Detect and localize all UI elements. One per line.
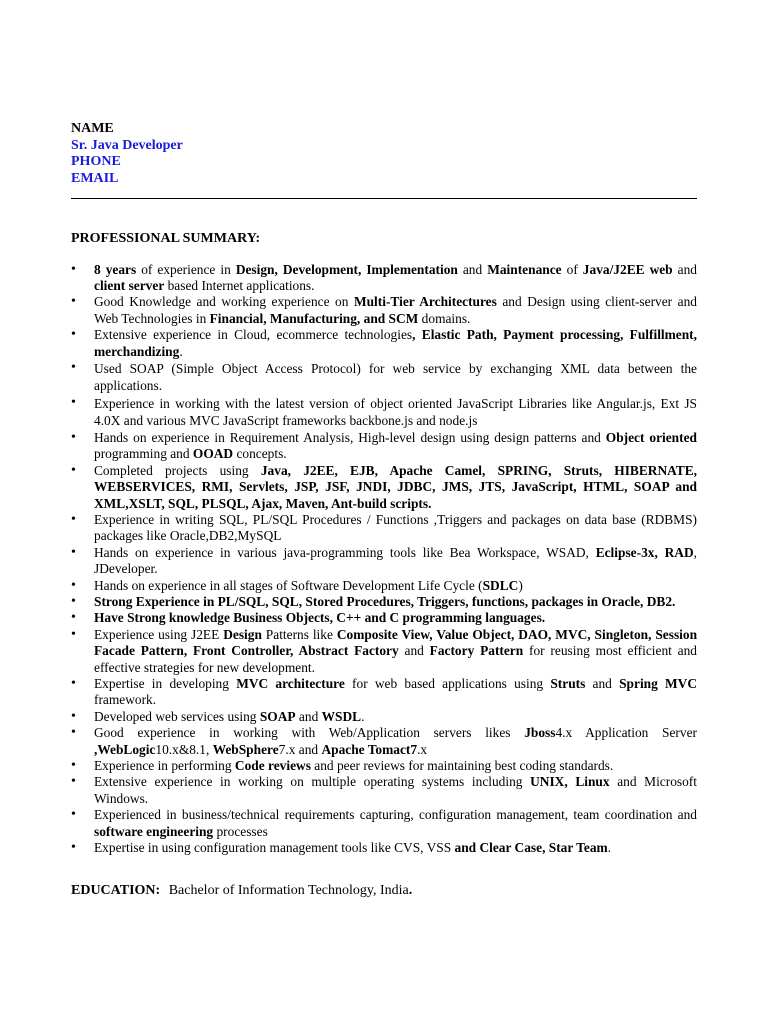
summary-heading: PROFESSIONAL SUMMARY: — [71, 231, 261, 246]
bullet-icon: • — [71, 758, 76, 774]
plain-text: Hands on experience in all stages of Software Development Life Cycle ( — [94, 577, 483, 593]
summary-item-text — [94, 594, 675, 609]
summary-item-text — [94, 840, 611, 855]
summary-list — [71, 262, 697, 857]
plain-text: . — [607, 840, 612, 856]
plain-text: ) — [518, 577, 523, 593]
bold-text: Design — [223, 626, 262, 642]
summary-item-text — [94, 512, 697, 543]
plain-text: Expertise in developing — [94, 676, 237, 692]
bullet-icon: • — [71, 626, 76, 642]
bold-text: WebSphere — [212, 741, 279, 757]
bold-text: 8 years — [94, 261, 137, 277]
bold-text: Strong Experience in PL/SQL, SQL, Stored Procedures, Triggers, functions, packages in Oracle, DB2. — [94, 594, 676, 609]
plain-text: of experience in — [136, 261, 236, 277]
bullet-icon: • — [71, 610, 76, 626]
plain-text: Used SOAP (Simple Object Access Protocol) for web service by exchanging XML data between the applications. — [94, 360, 697, 394]
bold-text: Factory Pattern — [429, 643, 524, 659]
plain-text: Patterns like — [261, 626, 337, 642]
plain-text: Experience in performing — [94, 758, 235, 774]
plain-text: framework. — [94, 692, 157, 708]
plain-text: Experienced in business/technical requirements capturing, configuration management, team coordination and — [94, 807, 697, 823]
plain-text: Experience in working with the latest version of object oriented JavaScript Libraries like Angular.js, Ext JS 4.0X and various MVC JavaScript frameworks backbone.js and node.js — [94, 395, 697, 429]
summary-item-text — [94, 545, 697, 576]
summary-item-text — [94, 396, 697, 429]
education-label: EDUCATION: — [71, 882, 161, 898]
candidate-name: NAME — [71, 121, 114, 136]
summary-item-text — [94, 361, 697, 394]
plain-text: domains. — [418, 310, 471, 326]
bold-text: Code reviews — [234, 758, 311, 774]
bold-text: Spring MVC — [619, 676, 698, 692]
bullet-icon: • — [71, 544, 76, 560]
plain-text: for web based applications using — [344, 676, 551, 692]
email-field: EMAIL — [71, 170, 119, 186]
plain-text: Hands on experience in Requirement Analysis, High-level design using design patterns and — [94, 429, 606, 445]
plain-text: and — [585, 676, 620, 692]
bold-text: , Elastic Path, Payment processing, Fulfillment, merchandizing — [94, 327, 697, 359]
summary-item — [71, 512, 697, 545]
summary-item-text — [94, 758, 613, 773]
bold-text: ,WebLogic — [94, 741, 156, 757]
bullet-icon: • — [71, 462, 76, 478]
bullet-icon: • — [71, 840, 76, 856]
header-divider — [71, 198, 697, 199]
bold-text: Financial, Manufacturing, and SCM — [209, 310, 419, 326]
summary-item — [71, 395, 697, 430]
bold-text: UNIX, Linux — [530, 774, 610, 790]
bold-text: Java, J2EE, EJB, Apache Camel, SPRING, Struts, HIBERNATE, WEBSERVICES, RMI, Servlets, JSP, JSF, JNDI, JDBC, JMS, JTS, JavaScript, HTML, SOAP and XML,XSLT, SQL, PLSQL, Ajax, Maven, Ant-build scripts. — [94, 462, 697, 511]
plain-text: and Microsoft Windows. — [94, 774, 697, 806]
plain-text: and Design using client-server and Web Technologies in — [94, 294, 697, 326]
plain-text: Expertise in using configuration management tools like CVS, VSS — [94, 840, 455, 856]
plain-text: based Internet applications. — [164, 277, 315, 293]
summary-item-text — [94, 294, 697, 325]
summary-item-text — [94, 430, 697, 461]
bullet-icon: • — [71, 294, 76, 310]
plain-text: and peer reviews for maintaining best coding standards. — [310, 758, 614, 774]
summary-item — [71, 430, 697, 463]
bullet-icon: • — [71, 511, 76, 527]
job-title: Sr. Java Developer — [71, 137, 183, 153]
bullet-icon: • — [71, 261, 76, 277]
summary-item — [71, 360, 697, 395]
bullet-icon: • — [71, 774, 76, 790]
summary-item-text — [94, 709, 364, 724]
contact-header — [71, 121, 697, 187]
bullet-icon: • — [71, 429, 76, 445]
bold-text: Design, Development, Implementation — [235, 261, 458, 277]
summary-item — [71, 725, 697, 758]
summary-item-text — [94, 610, 545, 625]
plain-text: programming and — [94, 446, 193, 462]
bold-text: MVC architecture — [236, 676, 345, 692]
plain-text: of — [561, 261, 583, 277]
plain-text: 10.x&8.1, — [155, 741, 213, 757]
phone-field: PHONE — [71, 154, 121, 169]
summary-item — [71, 262, 697, 295]
bold-text: and Clear Case, Star Team — [454, 840, 608, 856]
bold-text: Composite View, Value Object, DAO, MVC, Singleton, Session Facade Pattern, Front Controller, Abstract Factory — [94, 626, 698, 659]
plain-text: concepts. — [233, 446, 287, 462]
plain-text: for reusing most efficient and effective strategies for new development. — [94, 643, 697, 675]
plain-text: 4.x Application Server — [555, 725, 697, 741]
plain-text: processes — [213, 823, 268, 839]
summary-item — [71, 774, 697, 807]
summary-item — [71, 840, 697, 856]
bold-text: SDLC — [482, 577, 519, 593]
plain-text: Experience in writing SQL, PL/SQL Procedures / Functions ,Triggers and packages on data base (RDBMS) packages like Oracle,DB2,MySQL — [94, 511, 697, 544]
summary-item — [71, 758, 697, 774]
bullet-icon: • — [71, 394, 76, 410]
summary-item-text — [94, 725, 697, 756]
bold-text: Jboss — [524, 725, 556, 741]
bold-text: Struts — [550, 676, 586, 692]
bold-text: Eclipse-3x, RAD — [595, 544, 694, 560]
bold-text: Have Strong knowledge Business Objects, C++ and C programming languages. — [94, 610, 546, 626]
summary-item — [71, 676, 697, 709]
plain-text: and — [457, 261, 488, 277]
summary-item — [71, 327, 697, 360]
bullet-icon: • — [71, 577, 76, 593]
plain-text: and — [672, 261, 697, 277]
plain-text: Extensive experience in working on multiple operating systems including — [94, 774, 531, 790]
summary-item-text — [94, 463, 697, 511]
resume-page — [71, 121, 697, 899]
plain-text: Experience using J2EE — [94, 626, 224, 642]
bullet-icon: • — [71, 594, 76, 609]
plain-text: Good experience in working with Web/Application servers likes — [94, 725, 525, 741]
summary-item — [71, 545, 697, 578]
bold-text: Object oriented — [605, 429, 697, 445]
bullet-icon: • — [71, 327, 76, 343]
plain-text: Good Knowledge and working experience on — [94, 294, 354, 310]
education-text: Bachelor of Information Technology, India — [168, 882, 409, 898]
bullet-icon: • — [71, 725, 76, 741]
summary-item-text — [94, 327, 697, 358]
summary-item-text — [94, 807, 697, 838]
plain-text: 7.x and — [278, 741, 322, 757]
plain-text: . — [179, 343, 183, 359]
bullet-icon: • — [71, 708, 76, 724]
bullet-icon: • — [71, 807, 76, 823]
plain-text: , JDeveloper. — [94, 544, 697, 577]
summary-item — [71, 610, 697, 626]
summary-item — [71, 578, 697, 594]
bold-text: Java/J2EE web — [582, 261, 673, 277]
bold-text: Maintenance — [487, 261, 562, 277]
plain-text: . — [361, 708, 365, 724]
bold-text: SOAP — [259, 708, 296, 724]
summary-item — [71, 594, 697, 610]
summary-item — [71, 463, 697, 512]
plain-text: and — [295, 708, 322, 724]
bold-text: OOAD — [192, 446, 234, 462]
summary-item — [71, 709, 697, 725]
plain-text: Extensive experience in Cloud, ecommerce technologies — [94, 327, 413, 343]
plain-text: Hands on experience in various java-programming tools like Bea Workspace, WSAD, — [94, 544, 596, 560]
bold-text: software engineering — [94, 823, 214, 839]
summary-item-text — [94, 627, 697, 675]
bold-text: WSDL — [321, 708, 362, 724]
summary-item-text — [94, 262, 697, 293]
bold-text: Apache Tomact7 — [321, 741, 418, 757]
plain-text: Developed web services using — [94, 708, 260, 724]
bold-text: client server — [94, 277, 165, 293]
plain-text: Completed projects using — [94, 462, 261, 478]
summary-item — [71, 294, 697, 327]
summary-item — [71, 627, 697, 676]
plain-text: .x — [417, 741, 428, 757]
education-period: . — [408, 882, 413, 898]
summary-item-text — [94, 578, 523, 593]
summary-item — [71, 807, 697, 840]
summary-item-text — [94, 774, 697, 805]
summary-item-text — [94, 676, 697, 707]
plain-text: and — [398, 643, 430, 659]
bullet-icon: • — [71, 676, 76, 692]
education-line — [71, 883, 697, 900]
bold-text: Multi-Tier Architectures — [353, 294, 497, 310]
bullet-icon: • — [71, 359, 76, 375]
